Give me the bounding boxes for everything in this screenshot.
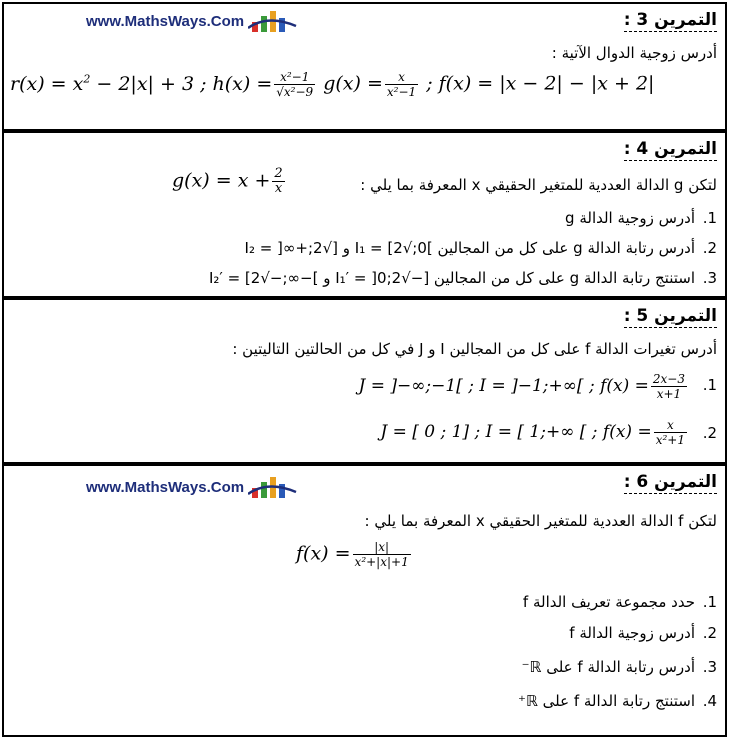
site-logo-2	[86, 474, 298, 500]
exercise-3-functions: $r(x) = x^2 - 2|x| + 3$ ; h(x) = $\frac{\text{x²−1}}{\text{√x²−9}}$ g(x) = $\frac{x}{\text{x²−1}}$ ; f(x) = |x − 2| − |x + 2|	[10, 70, 655, 99]
exercise-3-title: التمرين 3 :	[623, 10, 717, 30]
exercise-6-item-3: أدرس رتابة الدالة f على ℝ⁻	[521, 658, 695, 676]
exercise-4-definition: g(x) = x + $\frac{2}{x}$	[172, 166, 283, 196]
logo-text-2: www.MathsWays.Com	[86, 478, 245, 496]
exercise-6-item-2-number: .2	[702, 624, 717, 642]
exercise-3	[2, 2, 727, 131]
exercise-4-intro: لتكن g الدالة العددية للمتغير الحقيقي x المعرفة بما يلي :	[360, 176, 717, 194]
exercise-6-item-1-number: .1	[702, 593, 717, 611]
exercise-5	[2, 298, 727, 464]
exercise-6-intro: لتكن f الدالة العددية للمتغير الحقيقي x المعرفة بما يلي :	[364, 512, 717, 530]
exercise-5-item-1: J = ]−∞;−1[ ; I = ]−1;+∞[ ; f(x) = $\frac{2x-3}{x+1}$	[358, 372, 685, 401]
exercise-6-item-3-number: .3	[702, 658, 717, 676]
exercise-4-item-1-number: .1	[702, 209, 717, 227]
exercise-4-item-2: أدرس رتابة الدالة g على كل من المجالين ]0;√2] = I₁ و [√2;+∞[ = I₂	[244, 239, 695, 257]
exercise-6-item-4: استنتج رتابة الدالة f على ℝ⁺	[518, 692, 695, 710]
exercise-5-item-2-number: .2	[702, 424, 717, 442]
exercise-4-item-3-number: .3	[702, 269, 717, 287]
exercise-4-item-3: استنتج رتابة الدالة g على كل من المجالين [−√2;0[ = I₁′ و ]−∞;−√2] = I₂′	[208, 269, 695, 287]
exercise-6-item-4-number: .4	[702, 692, 717, 710]
exercise-5-title: التمرين 5 :	[623, 306, 717, 326]
exercise-4-item-1: أدرس زوجية الدالة g	[565, 209, 695, 227]
site-logo	[86, 8, 298, 34]
exercise-4-title: التمرين 4 :	[623, 139, 717, 159]
bar-chart-logo-icon	[248, 474, 298, 500]
exercise-4-item-2-number: .2	[702, 239, 717, 257]
exercise-3-instruction: أدرس زوجية الدوال الآتية :	[551, 44, 717, 62]
logo-text: www.MathsWays.Com	[86, 12, 245, 30]
bar-chart-logo-icon	[248, 8, 298, 34]
exercise-6	[2, 464, 727, 737]
exercise-5-item-2: J = [ 0 ; 1] ; I = [ 1;+∞ [ ; f(x) = $\frac{x}{\text{x²+1}}$	[380, 418, 685, 447]
exercise-5-item-1-number: .1	[702, 376, 717, 394]
exercise-5-intro: أدرس تغيرات الدالة f على كل من المجالين I و J في كل من الحالتين التاليتين :	[232, 340, 717, 358]
exercise-6-definition: f(x) = $\frac{|x|}{\text{x²+|x|+1}}$	[296, 540, 409, 569]
exercise-6-item-1: حدد مجموعة تعريف الدالة f	[522, 593, 695, 611]
exercise-6-item-2: أدرس زوجية الدالة f	[569, 624, 695, 642]
exercise-6-title: التمرين 6 :	[623, 472, 717, 492]
exercise-4	[2, 131, 727, 298]
